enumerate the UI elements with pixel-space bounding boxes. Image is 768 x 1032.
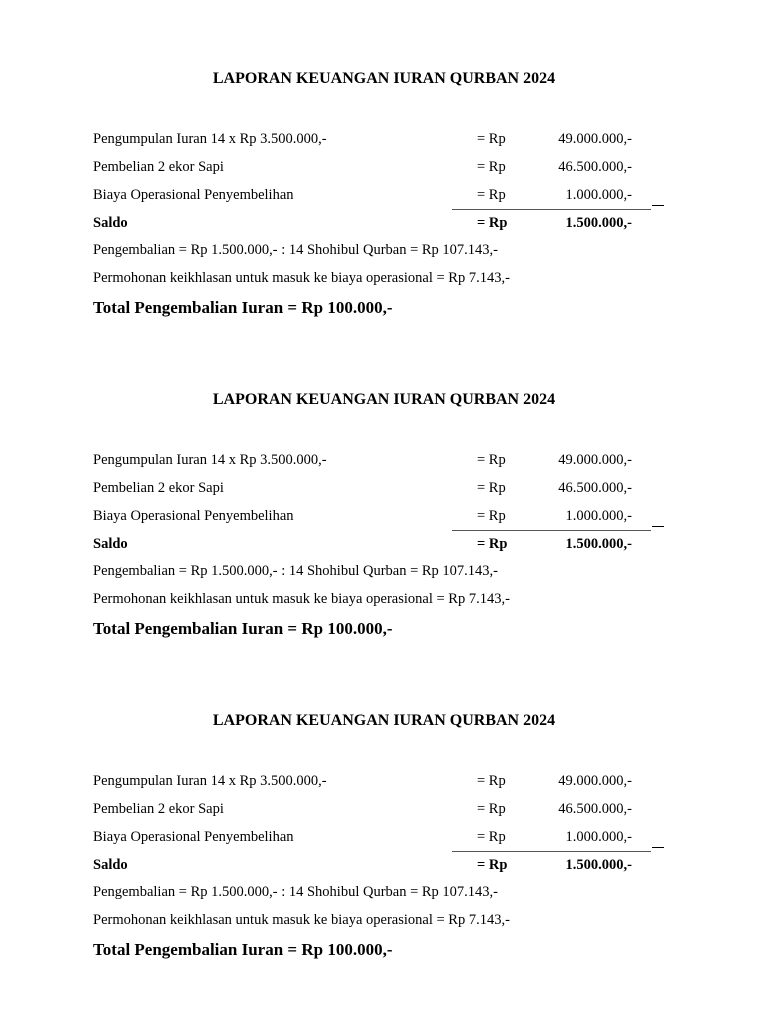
pengembalian-text: Pengembalian = Rp 1.500.000,- : 14 Shohibul Qurban = Rp 107.143,-: [93, 563, 499, 579]
saldo-eq: = Rp: [477, 536, 508, 552]
row-biaya-label: Biaya Operasional Penyembelihan: [93, 508, 294, 524]
row-pembelian-amount: 46.500.000,-: [558, 480, 632, 496]
subtotal-tick: [652, 526, 664, 527]
report-1: [0, 69, 768, 390]
report-3: [0, 711, 768, 1032]
row-pembelian-amount: 46.500.000,-: [558, 159, 632, 175]
row-pengumpulan-amount: 49.000.000,-: [558, 452, 632, 468]
row-pembelian-label: Pembelian 2 ekor Sapi: [93, 480, 224, 496]
row-pengumpulan-eq: = Rp: [477, 131, 506, 147]
row-pengumpulan-label: Pengumpulan Iuran 14 x Rp 3.500.000,-: [93, 452, 327, 468]
total-text: Total Pengembalian Iuran = Rp 100.000,-: [93, 298, 393, 317]
row-pembelian-label: Pembelian 2 ekor Sapi: [93, 159, 224, 175]
report-title: LAPORAN KEUANGAN IURAN QURBAN 2024: [212, 70, 556, 87]
subtotal-rule: [452, 209, 651, 210]
total-text: Total Pengembalian Iuran = Rp 100.000,-: [93, 619, 393, 638]
row-pembelian-eq: = Rp: [477, 480, 506, 496]
saldo-amount: 1.500.000,-: [565, 857, 632, 873]
row-pembelian-amount: 46.500.000,-: [558, 801, 632, 817]
row-pembelian-eq: = Rp: [477, 159, 506, 175]
total-text: Total Pengembalian Iuran = Rp 100.000,-: [93, 940, 393, 959]
subtotal-tick: [652, 205, 664, 206]
saldo-eq: = Rp: [477, 215, 508, 231]
row-pembelian-eq: = Rp: [477, 801, 506, 817]
row-biaya-amount: 1.000.000,-: [565, 508, 632, 524]
subtotal-rule: [452, 530, 651, 531]
row-biaya-eq: = Rp: [477, 508, 506, 524]
row-biaya-amount: 1.000.000,-: [565, 829, 632, 845]
row-biaya-eq: = Rp: [477, 829, 506, 845]
row-pengumpulan-amount: 49.000.000,-: [558, 131, 632, 147]
report-title: LAPORAN KEUANGAN IURAN QURBAN 2024: [212, 391, 556, 408]
pengembalian-text: Pengembalian = Rp 1.500.000,- : 14 Shohibul Qurban = Rp 107.143,-: [93, 884, 499, 900]
permohonan-text: Permohonan keikhlasan untuk masuk ke biaya operasional = Rp 7.143,-: [93, 912, 510, 928]
saldo-amount: 1.500.000,-: [565, 215, 632, 231]
row-pembelian-label: Pembelian 2 ekor Sapi: [93, 801, 224, 817]
row-pengumpulan-label: Pengumpulan Iuran 14 x Rp 3.500.000,-: [93, 131, 327, 147]
row-pengumpulan-eq: = Rp: [477, 452, 506, 468]
row-pengumpulan-amount: 49.000.000,-: [558, 773, 632, 789]
pengembalian-text: Pengembalian = Rp 1.500.000,- : 14 Shohibul Qurban = Rp 107.143,-: [93, 242, 499, 258]
row-biaya-label: Biaya Operasional Penyembelihan: [93, 187, 294, 203]
permohonan-text: Permohonan keikhlasan untuk masuk ke biaya operasional = Rp 7.143,-: [93, 270, 510, 286]
saldo-label: Saldo: [93, 215, 128, 231]
saldo-eq: = Rp: [477, 857, 508, 873]
subtotal-tick: [652, 847, 664, 848]
saldo-amount: 1.500.000,-: [565, 536, 632, 552]
row-biaya-amount: 1.000.000,-: [565, 187, 632, 203]
report-2: [0, 390, 768, 711]
subtotal-rule: [452, 851, 651, 852]
row-pengumpulan-eq: = Rp: [477, 773, 506, 789]
row-biaya-label: Biaya Operasional Penyembelihan: [93, 829, 294, 845]
saldo-label: Saldo: [93, 536, 128, 552]
row-biaya-eq: = Rp: [477, 187, 506, 203]
permohonan-text: Permohonan keikhlasan untuk masuk ke biaya operasional = Rp 7.143,-: [93, 591, 510, 607]
saldo-label: Saldo: [93, 857, 128, 873]
report-title: LAPORAN KEUANGAN IURAN QURBAN 2024: [212, 712, 556, 729]
row-pengumpulan-label: Pengumpulan Iuran 14 x Rp 3.500.000,-: [93, 773, 327, 789]
